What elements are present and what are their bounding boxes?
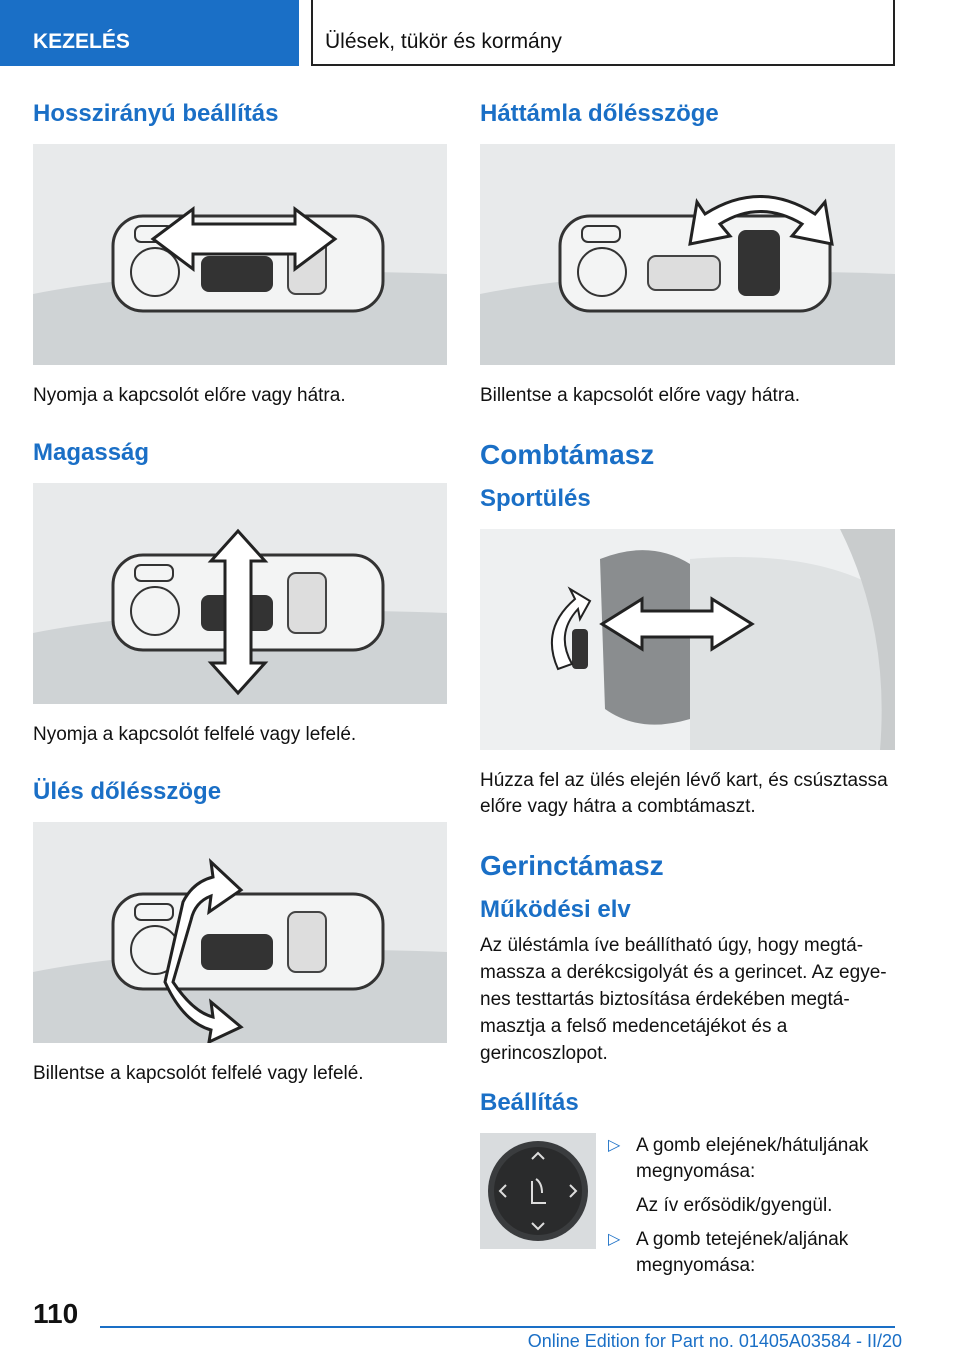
heading-adjustment: Beállítás — [480, 1089, 579, 1116]
caption-seat-tilt: Billentse a kapcsolót felfelé vagy lefelé. — [33, 1063, 364, 1084]
heading-thigh-support: Combtámasz — [480, 439, 655, 470]
seat-switch-illustration — [480, 144, 895, 365]
figure-seat-tilt — [33, 822, 447, 1043]
list-item-result: Az ív erősödik/gyengül. — [636, 1195, 833, 1216]
heading-backrest-tilt: Háttámla dőlésszöge — [480, 100, 719, 127]
caption-backrest-tilt: Billentse a kapcsolót előre vagy hátra. — [480, 385, 801, 406]
page-number: 110 — [33, 1298, 79, 1329]
page-header — [0, 0, 960, 66]
footer-edition: Online Edition for Part no. 01405A03584 - II/20 — [527, 1331, 902, 1351]
heading-sport-seat: Sportülés — [480, 485, 591, 512]
heading-longitudinal: Hosszirányú beállítás — [33, 100, 279, 127]
list-item — [608, 1227, 895, 1279]
heading-principle: Működési elv — [480, 896, 631, 923]
seat-switch-illustration — [33, 483, 447, 704]
lumbar-knob-illustration — [480, 1133, 596, 1249]
adjustment-list — [608, 1133, 895, 1285]
caption-longitudinal: Nyomja a kapcsolót előre vagy hátra. — [33, 385, 346, 406]
list-item — [608, 1133, 895, 1219]
triangle-bullet-icon: ▷ — [608, 1231, 621, 1248]
thigh-support-illustration — [480, 529, 895, 750]
caption-height: Nyomja a kapcsolót felfelé vagy lefelé. — [33, 724, 357, 745]
figure-thigh-support — [480, 529, 895, 750]
list-item-text: A gomb tetejének/aljának megnyomása: — [636, 1229, 849, 1276]
seat-switch-illustration — [33, 822, 447, 1043]
triangle-bullet-icon: ▷ — [608, 1137, 621, 1154]
figure-longitudinal — [33, 144, 447, 365]
chapter-tab: KEZELÉS — [0, 0, 299, 66]
right-column — [480, 100, 895, 1285]
section-title: Ülések, tükör és kormány — [311, 0, 895, 66]
seat-switch-illustration — [33, 144, 447, 365]
heading-height: Magasság — [33, 439, 150, 466]
heading-lumbar-support: Gerinctámasz — [480, 850, 664, 881]
caption-thigh-support: Húzza fel az ülés elején lévő kart, és csúsztassa előre vagy hátra a combtámaszt. — [480, 770, 888, 817]
figure-backrest-tilt — [480, 144, 895, 365]
figure-height — [33, 483, 447, 704]
heading-seat-tilt: Ülés dőlésszöge — [33, 778, 222, 805]
list-item-text: A gomb elejének/hátuljának megnyomása: — [636, 1135, 869, 1182]
left-column — [33, 100, 447, 1117]
body-principle: Az üléstámla íve beállítható úgy, hogy megtámassza a derékcsigolyát és a gerincet. Az egyenes testtartás biztosítása érdekében megtámasztja a felső medencetájékot és a gerincoszlopot. — [480, 935, 887, 1064]
lumbar-knob-figure — [480, 1133, 596, 1249]
footer-divider — [100, 1326, 895, 1328]
adjustment-row — [480, 1133, 895, 1285]
